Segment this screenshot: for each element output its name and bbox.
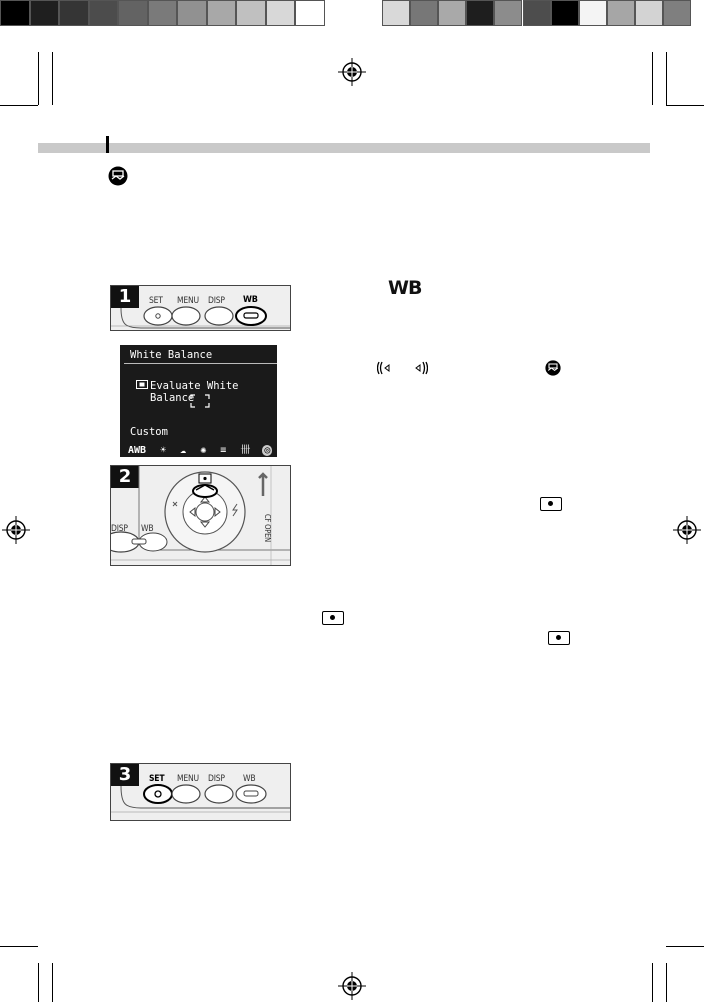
wb-button-glyph: WB xyxy=(388,277,422,299)
custom-white-balance-icon xyxy=(545,360,561,376)
auto-wb-icon: AWB xyxy=(128,445,147,456)
color-swatch xyxy=(523,0,551,26)
tungsten-icon: ✺ xyxy=(200,445,207,456)
lcd-option-text: Evaluate White Balance xyxy=(150,380,239,404)
registration-mark-icon xyxy=(338,58,366,86)
camera-back-illustration xyxy=(111,764,291,821)
right-dial-icon xyxy=(414,360,428,376)
lcd-white-balance-screen xyxy=(120,345,277,457)
wb-button-label: WB xyxy=(243,774,256,784)
menu-button-label: MENU xyxy=(177,774,199,784)
color-swatch xyxy=(466,0,494,26)
lcd-mode-label: Custom xyxy=(130,426,168,438)
lcd-divider xyxy=(124,363,277,364)
set-button-label: SET xyxy=(149,296,163,306)
color-swatch xyxy=(295,0,325,26)
color-swatch xyxy=(663,0,691,26)
color-swatch xyxy=(635,0,663,26)
step-1-camera-panel xyxy=(110,285,291,331)
color-swatch xyxy=(118,0,148,26)
section-header-band xyxy=(38,143,650,153)
lcd-mode-icon-row xyxy=(128,441,272,456)
color-swatch xyxy=(551,0,579,26)
wb-button-label: WB xyxy=(141,524,154,534)
spot-frame-icon xyxy=(322,611,344,625)
fluorescent-icon: ≡ xyxy=(220,445,227,456)
evaluate-frame-icon xyxy=(136,380,148,389)
registration-mark-icon xyxy=(338,972,366,1000)
color-swatch xyxy=(207,0,237,26)
color-swatch xyxy=(30,0,60,26)
step-number: 1 xyxy=(111,286,139,308)
custom-wb-selected-icon: ◎ xyxy=(264,445,271,456)
cf-open-label: CF OPEN xyxy=(263,514,272,543)
step-3-camera-panel xyxy=(110,763,291,821)
color-swatch xyxy=(177,0,207,26)
color-swatch xyxy=(59,0,89,26)
color-swatch xyxy=(438,0,466,26)
camera-back-illustration xyxy=(111,286,291,331)
section-header-marker xyxy=(106,136,109,153)
menu-button-label: MENU xyxy=(177,296,199,306)
set-button-label: SET xyxy=(149,774,165,784)
fluorescent-h-icon: 卌 xyxy=(240,445,251,456)
disp-button-label: DISP xyxy=(208,296,225,306)
color-swatch xyxy=(607,0,635,26)
color-swatch xyxy=(89,0,119,26)
color-swatch xyxy=(494,0,522,26)
left-dial-icon xyxy=(377,360,391,376)
step-2-camera-panel xyxy=(110,465,291,566)
disp-button-label: DISP xyxy=(111,524,128,534)
lcd-title: White Balance xyxy=(130,349,213,361)
color-swatch xyxy=(148,0,178,26)
wb-button-label: WB xyxy=(243,295,258,305)
color-swatch xyxy=(266,0,296,26)
cloudy-icon: ☁ xyxy=(180,445,187,456)
spot-frame-icon xyxy=(548,631,570,645)
registration-mark-icon xyxy=(2,516,30,544)
step-number: 2 xyxy=(111,466,139,488)
color-swatch xyxy=(410,0,438,26)
focus-frame-icon xyxy=(190,394,210,408)
custom-white-balance-icon xyxy=(108,166,128,186)
color-swatch xyxy=(0,0,30,26)
daylight-icon: ☀ xyxy=(160,445,167,456)
color-swatch xyxy=(382,0,410,26)
step-number: 3 xyxy=(111,764,139,786)
disp-button-label: DISP xyxy=(208,774,225,784)
color-swatch xyxy=(579,0,607,26)
color-swatch xyxy=(236,0,266,26)
spot-frame-icon xyxy=(540,497,562,511)
registration-mark-icon xyxy=(673,516,701,544)
